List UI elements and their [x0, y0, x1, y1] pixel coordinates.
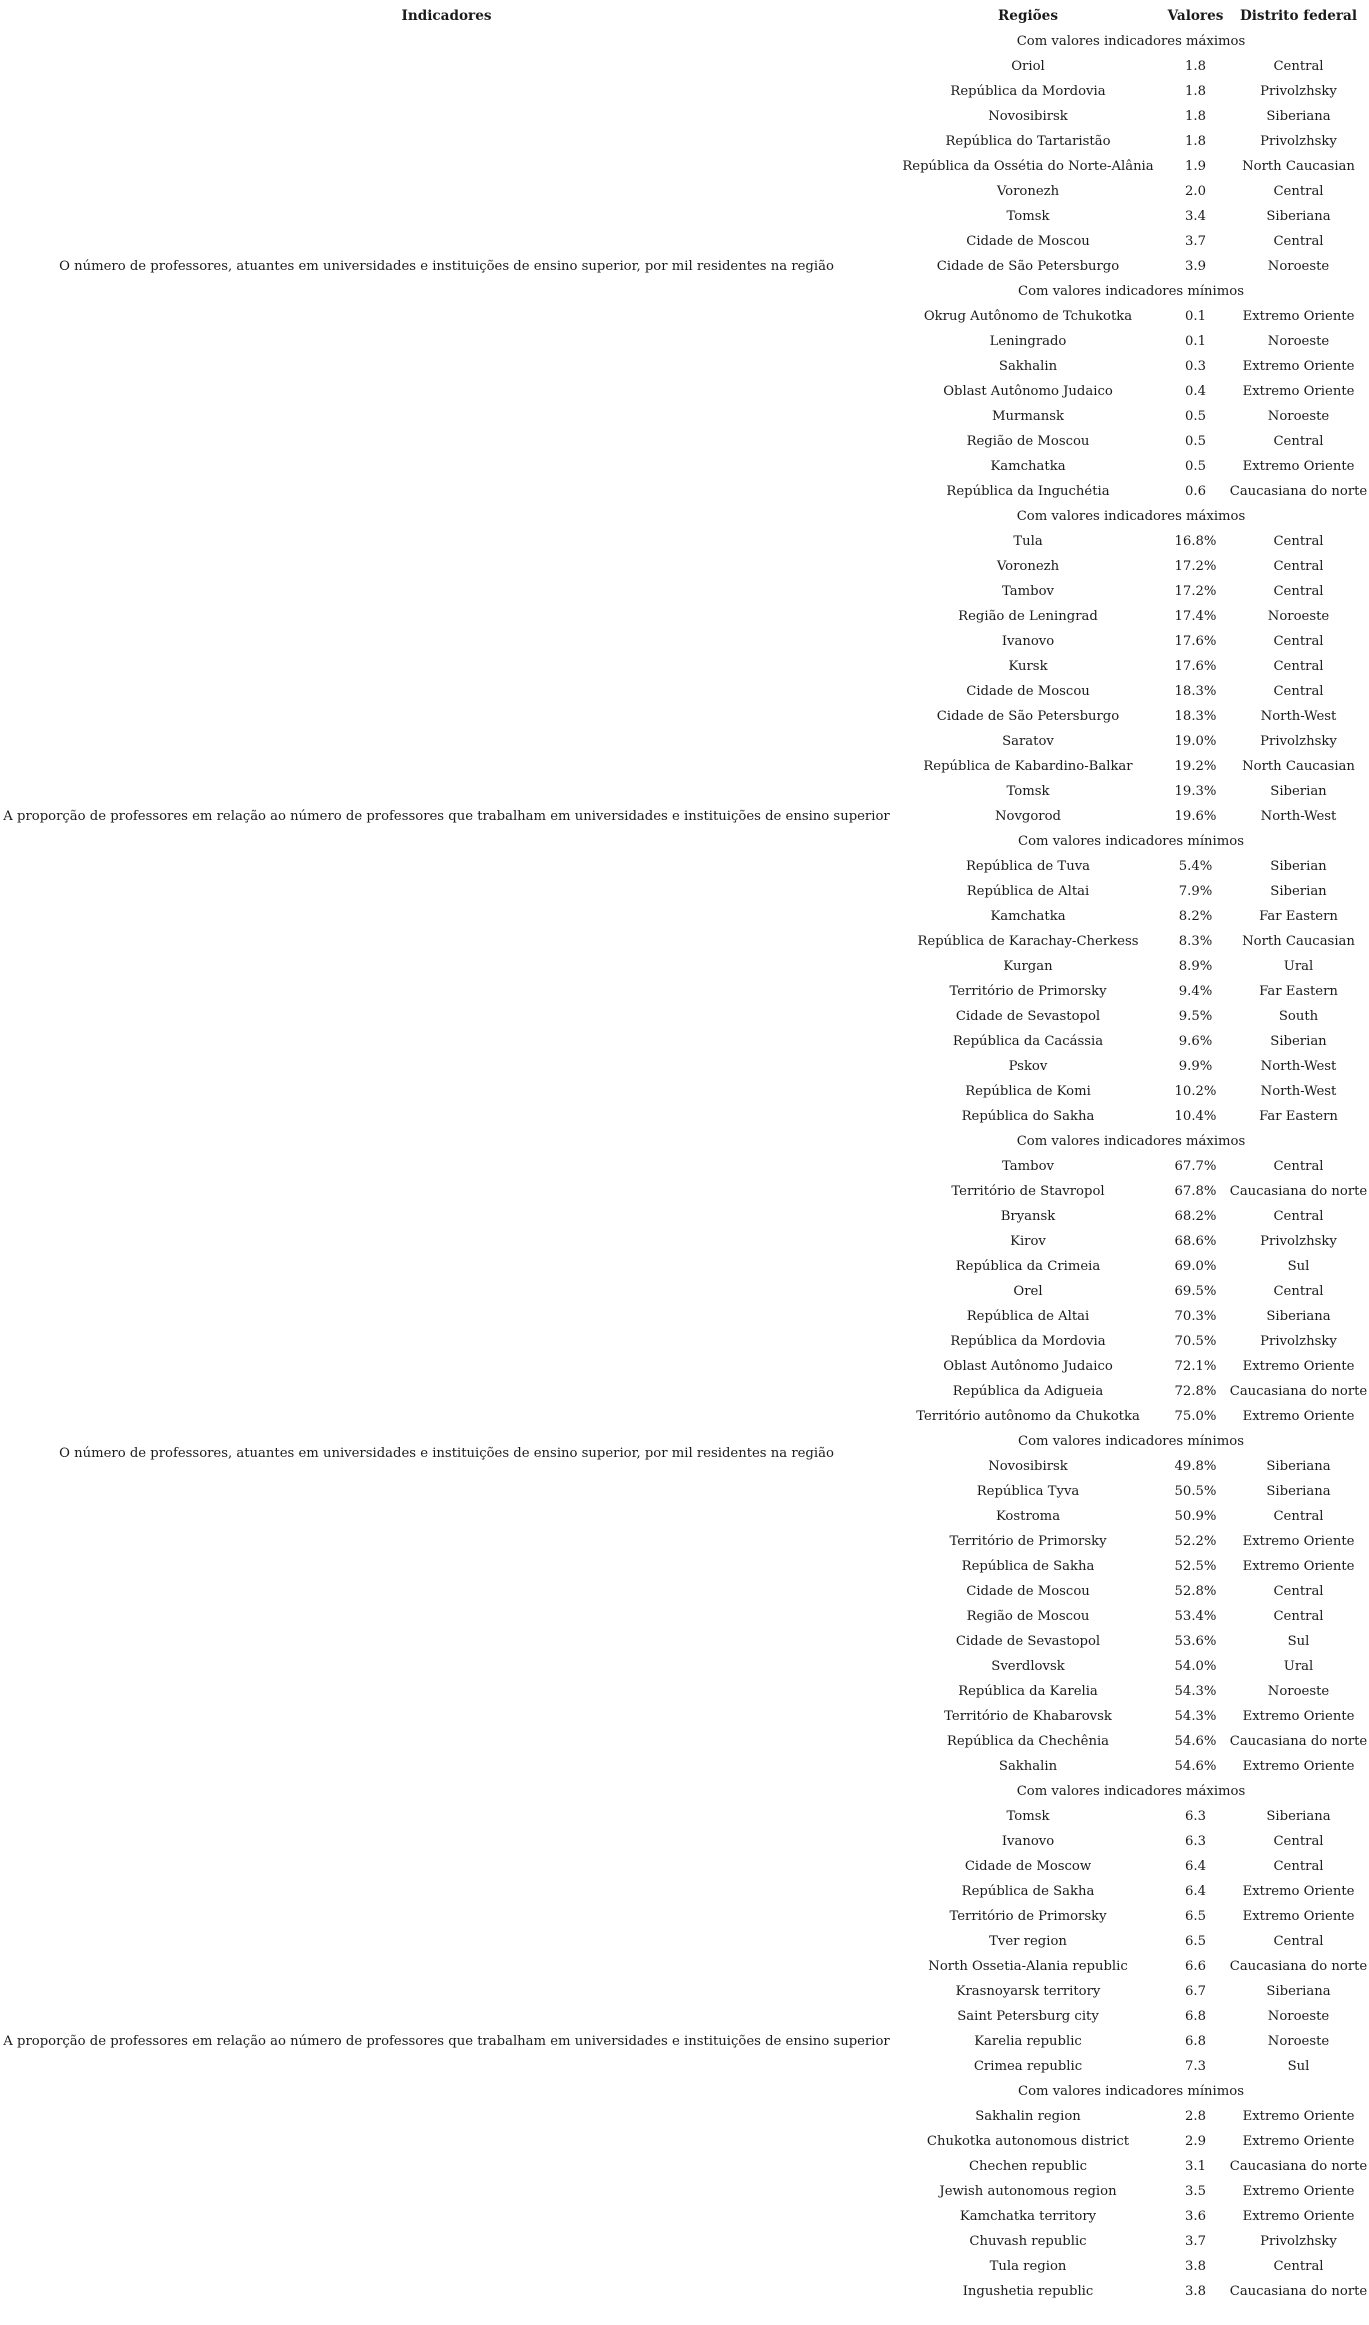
region-cell: Cidade de Moscou: [966, 684, 1090, 699]
value-cell: 18.3%: [1174, 684, 1217, 699]
value-cell: 9.6%: [1178, 1034, 1213, 1049]
district-cell: Central: [1273, 234, 1324, 249]
region-cell: República da Chechênia: [946, 1734, 1110, 1749]
district-cell: Privolzhsky: [1260, 1334, 1337, 1349]
value-cell: 75.0%: [1174, 1409, 1217, 1424]
header-row: [0, 4, 1369, 29]
district-cell: Extremo Oriente: [1242, 309, 1355, 324]
district-cell: Central: [1273, 684, 1324, 699]
header-regions: Regiões: [998, 8, 1058, 24]
district-cell: Central: [1273, 1609, 1324, 1624]
region-cell: Kostroma: [995, 1509, 1061, 1524]
region-cell: Região de Moscou: [966, 434, 1090, 449]
value-cell: 10.4%: [1174, 1109, 1217, 1124]
district-cell: Privolzhsky: [1260, 134, 1337, 149]
region-cell: Território de Stavropol: [951, 1184, 1105, 1199]
district-cell: Noroeste: [1267, 259, 1330, 274]
district-cell: Siberian: [1270, 784, 1327, 799]
value-cell: 72.1%: [1174, 1359, 1217, 1374]
region-cell: Sakhalin region: [975, 2109, 1081, 2124]
region-cell: Voronezh: [996, 559, 1060, 574]
region-cell: Leningrado: [989, 334, 1067, 349]
district-cell: Central: [1273, 1834, 1324, 1849]
value-cell: 3.7: [1185, 2234, 1206, 2249]
district-cell: Extremo Oriente: [1242, 1409, 1355, 1424]
district-cell: North Caucasian: [1242, 159, 1355, 174]
value-cell: 19.3%: [1174, 784, 1217, 799]
value-cell: 1.8: [1185, 84, 1206, 99]
district-cell: Extremo Oriente: [1242, 1709, 1355, 1724]
header-district: Distrito federal: [1239, 8, 1358, 24]
section-header-row: [0, 504, 1369, 529]
value-cell: 6.4: [1185, 1859, 1206, 1874]
district-cell: Far Eastern: [1259, 909, 1338, 924]
region-cell: Oriol: [1011, 59, 1045, 74]
region-cell: Kamchatka: [990, 909, 1066, 924]
district-cell: North-West: [1260, 809, 1337, 824]
section-header-row: [0, 1129, 1369, 1154]
value-cell: 6.8: [1185, 2009, 1206, 2024]
value-cell: 1.9: [1185, 159, 1206, 174]
value-cell: 1.8: [1185, 59, 1206, 74]
value-cell: 3.5: [1185, 2184, 1206, 2199]
region-cell: República de Karachay-Cherkess: [917, 934, 1139, 949]
value-cell: 2.8: [1185, 2109, 1206, 2124]
district-cell: Far Eastern: [1259, 1109, 1338, 1124]
region-cell: Krasnoyarsk territory: [955, 1984, 1101, 1999]
region-cell: Saratov: [1002, 734, 1054, 749]
region-cell: Região de Leningrad: [958, 609, 1098, 624]
value-cell: 54.0%: [1174, 1659, 1217, 1674]
value-cell: 6.3: [1185, 1834, 1206, 1849]
district-cell: Extremo Oriente: [1242, 1909, 1355, 1924]
value-cell: 6.5: [1185, 1934, 1206, 1949]
value-cell: 68.2%: [1174, 1209, 1217, 1224]
district-cell: Extremo Oriente: [1242, 1759, 1355, 1774]
value-cell: 3.6: [1185, 2209, 1206, 2224]
region-cell: República de Komi: [965, 1084, 1091, 1099]
value-cell: 53.6%: [1174, 1634, 1217, 1649]
value-cell: 54.3%: [1174, 1709, 1217, 1724]
section-label: Com valores indicadores máximos: [1016, 1134, 1246, 1149]
value-cell: 6.3: [1185, 1809, 1206, 1824]
region-cell: República de Altai: [966, 1309, 1090, 1324]
value-cell: 19.2%: [1174, 759, 1217, 774]
district-cell: Ural: [1283, 959, 1314, 974]
value-cell: 0.5: [1185, 409, 1206, 424]
value-cell: 1.8: [1185, 134, 1206, 149]
region-cell: Saint Petersburg city: [957, 2009, 1099, 2024]
value-cell: 69.5%: [1174, 1284, 1217, 1299]
value-cell: 70.5%: [1174, 1334, 1217, 1349]
region-cell: República da Adigueia: [952, 1384, 1104, 1399]
value-cell: 0.6: [1185, 484, 1206, 499]
district-cell: Caucasiana do norte: [1229, 1734, 1368, 1749]
region-cell: Cidade de Moscou: [966, 1584, 1090, 1599]
region-cell: Novosibirsk: [988, 1459, 1068, 1474]
value-cell: 17.4%: [1174, 609, 1217, 624]
region-cell: Sakhalin: [998, 359, 1058, 374]
section-header-row: [0, 29, 1369, 54]
region-cell: República da Mordovia: [950, 84, 1106, 99]
value-cell: 8.2%: [1178, 909, 1213, 924]
region-cell: República de Sakha: [961, 1559, 1095, 1574]
section-label: Com valores indicadores máximos: [1016, 509, 1246, 524]
district-cell: Siberiana: [1266, 1984, 1331, 1999]
district-cell: Central: [1273, 2259, 1324, 2274]
district-cell: Siberiana: [1266, 1459, 1331, 1474]
region-cell: República de Tuva: [965, 859, 1091, 874]
value-cell: 19.6%: [1174, 809, 1217, 824]
value-cell: 0.5: [1185, 459, 1206, 474]
district-cell: Siberiana: [1266, 1809, 1331, 1824]
district-cell: North-West: [1260, 1059, 1337, 1074]
value-cell: 6.7: [1185, 1984, 1206, 1999]
indicator-cell: O número de professores, atuantes em universidades e instituições de ensino superior, por mil residentes na região: [59, 1446, 834, 1461]
region-cell: Voronezh: [996, 184, 1060, 199]
district-cell: Central: [1273, 1209, 1324, 1224]
value-cell: 7.9%: [1178, 884, 1213, 899]
indicator-cell: O número de professores, atuantes em universidades e instituições de ensino superior, por mil residentes na região: [59, 258, 834, 274]
value-cell: 2.9: [1185, 2134, 1206, 2149]
value-cell: 7.3: [1185, 2059, 1206, 2074]
indicator-cell: A proporção de professores em relação ao número de professores que trabalham em universidades e instituições de ensino superior: [3, 2033, 890, 2049]
value-cell: 70.3%: [1174, 1309, 1217, 1324]
district-cell: North-West: [1260, 1084, 1337, 1099]
region-cell: Cidade de São Petersburgo: [936, 259, 1120, 274]
district-cell: Central: [1273, 434, 1324, 449]
district-cell: Caucasiana do norte: [1229, 1959, 1368, 1974]
value-cell: 17.6%: [1174, 634, 1217, 649]
district-cell: Siberiana: [1266, 1484, 1331, 1499]
district-cell: Noroeste: [1267, 609, 1330, 624]
section-label: Com valores indicadores mínimos: [1018, 1434, 1244, 1449]
region-cell: República da Crimeia: [955, 1259, 1101, 1274]
district-cell: Extremo Oriente: [1242, 2184, 1355, 2199]
district-cell: North-West: [1260, 709, 1337, 724]
region-cell: Okrug Autônomo de Tchukotka: [923, 309, 1133, 324]
district-cell: Extremo Oriente: [1242, 1359, 1355, 1374]
table-body: [0, 29, 1369, 2304]
district-cell: Siberiana: [1266, 1309, 1331, 1324]
value-cell: 17.2%: [1174, 559, 1217, 574]
district-cell: Central: [1273, 584, 1324, 599]
value-cell: 3.8: [1185, 2284, 1206, 2299]
value-cell: 3.9: [1185, 259, 1206, 274]
value-cell: 5.4%: [1178, 859, 1213, 874]
value-cell: 6.4: [1185, 1884, 1206, 1899]
region-cell: Tula region: [989, 2259, 1067, 2274]
district-cell: Central: [1273, 534, 1324, 549]
district-cell: Extremo Oriente: [1242, 2209, 1355, 2224]
district-cell: Central: [1273, 1159, 1324, 1174]
district-cell: South: [1278, 1009, 1319, 1024]
region-cell: Kurgan: [1003, 959, 1053, 974]
value-cell: 9.4%: [1178, 984, 1213, 999]
region-cell: República de Sakha: [961, 1884, 1095, 1899]
district-cell: Privolzhsky: [1260, 1234, 1337, 1249]
district-cell: Extremo Oriente: [1242, 359, 1355, 374]
district-cell: Noroeste: [1267, 2009, 1330, 2024]
district-cell: Extremo Oriente: [1242, 2134, 1355, 2149]
district-cell: Siberian: [1270, 884, 1327, 899]
district-cell: Sul: [1287, 1259, 1310, 1274]
indicator-cell: A proporção de professores em relação ao número de professores que trabalham em universidades e instituições de ensino superior: [3, 808, 890, 824]
region-cell: Região de Moscou: [966, 1609, 1090, 1624]
value-cell: 52.5%: [1174, 1559, 1217, 1574]
region-cell: Território autônomo da Chukotka: [916, 1409, 1140, 1424]
region-cell: Tambov: [1002, 584, 1054, 599]
header-indicators: Indicadores: [401, 8, 492, 24]
value-cell: 0.3: [1185, 359, 1206, 374]
section-label: Com valores indicadores máximos: [1016, 1784, 1246, 1799]
indicators-table-container: [0, 4, 1369, 2304]
district-cell: Extremo Oriente: [1242, 1534, 1355, 1549]
value-cell: 67.7%: [1174, 1159, 1217, 1174]
value-cell: 3.1: [1185, 2159, 1206, 2174]
value-cell: 3.8: [1185, 2259, 1206, 2274]
region-cell: Kirov: [1010, 1234, 1046, 1249]
value-cell: 17.6%: [1174, 659, 1217, 674]
region-cell: Tomsk: [1006, 1809, 1050, 1824]
value-cell: 50.9%: [1174, 1509, 1217, 1524]
district-cell: Privolzhsky: [1260, 84, 1337, 99]
district-cell: Extremo Oriente: [1242, 459, 1355, 474]
district-cell: Siberian: [1270, 859, 1327, 874]
region-cell: Oblast Autônomo Judaico: [943, 1359, 1113, 1374]
value-cell: 6.6: [1185, 1959, 1206, 1974]
value-cell: 69.0%: [1174, 1259, 1217, 1274]
district-cell: Siberiana: [1266, 209, 1331, 224]
value-cell: 10.2%: [1174, 1084, 1217, 1099]
region-cell: Novosibirsk: [988, 109, 1068, 124]
region-cell: República da Ossétia do Norte-Alânia: [902, 159, 1154, 174]
region-cell: Murmansk: [992, 409, 1064, 424]
district-cell: Central: [1273, 1284, 1324, 1299]
district-cell: Caucasiana do norte: [1229, 1184, 1368, 1199]
region-cell: Cidade de São Petersburgo: [936, 709, 1120, 724]
region-cell: República da Karelia: [958, 1684, 1098, 1699]
region-cell: Ivanovo: [1001, 1834, 1055, 1849]
region-cell: Crimea republic: [973, 2059, 1083, 2074]
value-cell: 54.6%: [1174, 1734, 1217, 1749]
district-cell: Central: [1273, 559, 1324, 574]
region-cell: Chechen republic: [968, 2159, 1088, 2174]
district-cell: Sul: [1287, 1634, 1310, 1649]
region-cell: República da Cacássia: [952, 1034, 1104, 1049]
district-cell: Central: [1273, 1859, 1324, 1874]
value-cell: 0.1: [1185, 309, 1206, 324]
value-cell: 53.4%: [1174, 1609, 1217, 1624]
region-cell: República de Kabardino-Balkar: [923, 759, 1133, 774]
region-cell: Cidade de Moscow: [964, 1859, 1092, 1874]
region-cell: Tambov: [1002, 1159, 1054, 1174]
region-cell: Cidade de Sevastopol: [955, 1634, 1101, 1649]
region-cell: República de Altai: [966, 884, 1090, 899]
section-label: Com valores indicadores mínimos: [1018, 2084, 1244, 2099]
value-cell: 0.4: [1185, 384, 1206, 399]
value-cell: 52.8%: [1174, 1584, 1217, 1599]
section-header-row: [0, 1779, 1369, 1804]
district-cell: Caucasiana do norte: [1229, 2159, 1368, 2174]
value-cell: 3.7: [1185, 234, 1206, 249]
region-cell: Ivanovo: [1001, 634, 1055, 649]
value-cell: 68.6%: [1174, 1234, 1217, 1249]
region-cell: Chukotka autonomous district: [926, 2134, 1130, 2149]
region-cell: Sverdlovsk: [991, 1659, 1065, 1674]
region-cell: Karelia republic: [974, 2034, 1082, 2049]
district-cell: Noroeste: [1267, 1684, 1330, 1699]
region-cell: Tomsk: [1006, 784, 1050, 799]
district-cell: Extremo Oriente: [1242, 2109, 1355, 2124]
district-cell: Central: [1273, 1584, 1324, 1599]
district-cell: Far Eastern: [1259, 984, 1338, 999]
section-label: Com valores indicadores máximos: [1016, 34, 1246, 49]
value-cell: 6.5: [1185, 1909, 1206, 1924]
value-cell: 0.5: [1185, 434, 1206, 449]
value-cell: 54.3%: [1174, 1684, 1217, 1699]
district-cell: Extremo Oriente: [1242, 384, 1355, 399]
section-label: Com valores indicadores mínimos: [1018, 834, 1244, 849]
region-cell: Ingushetia republic: [962, 2284, 1094, 2299]
region-cell: Território de Primorsky: [949, 984, 1107, 999]
district-cell: Siberiana: [1266, 109, 1331, 124]
value-cell: 9.5%: [1178, 1009, 1213, 1024]
value-cell: 3.4: [1185, 209, 1206, 224]
region-cell: Bryansk: [1000, 1209, 1056, 1224]
region-cell: República Tyva: [976, 1484, 1080, 1499]
region-cell: Território de Primorsky: [949, 1534, 1107, 1549]
region-cell: Orel: [1013, 1284, 1043, 1299]
district-cell: Ural: [1283, 1659, 1314, 1674]
district-cell: Extremo Oriente: [1242, 1559, 1355, 1574]
region-cell: Tver region: [989, 1934, 1067, 1949]
header-values: Valores: [1167, 8, 1224, 24]
district-cell: Privolzhsky: [1260, 2234, 1337, 2249]
value-cell: 72.8%: [1174, 1384, 1217, 1399]
value-cell: 0.1: [1185, 334, 1206, 349]
district-cell: North Caucasian: [1242, 759, 1355, 774]
section-label: Com valores indicadores mínimos: [1018, 284, 1244, 299]
value-cell: 16.8%: [1174, 534, 1217, 549]
region-cell: República da Mordovia: [950, 1334, 1106, 1349]
district-cell: Central: [1273, 634, 1324, 649]
region-cell: Kamchatka: [990, 459, 1066, 474]
district-cell: Noroeste: [1267, 334, 1330, 349]
value-cell: 2.0: [1185, 184, 1206, 199]
region-cell: Cidade de Sevastopol: [955, 1009, 1101, 1024]
region-cell: Oblast Autônomo Judaico: [943, 384, 1113, 399]
region-cell: República da Inguchétia: [946, 484, 1110, 499]
value-cell: 52.2%: [1174, 1534, 1217, 1549]
indicators-table: [0, 4, 1369, 2304]
district-cell: Central: [1273, 1934, 1324, 1949]
district-cell: Noroeste: [1267, 409, 1330, 424]
region-cell: República do Sakha: [961, 1109, 1095, 1124]
value-cell: 8.9%: [1178, 959, 1213, 974]
district-cell: Central: [1273, 1509, 1324, 1524]
region-cell: Kamchatka territory: [959, 2209, 1097, 2224]
district-cell: Extremo Oriente: [1242, 1884, 1355, 1899]
value-cell: 19.0%: [1174, 734, 1217, 749]
region-cell: Jewish autonomous region: [939, 2184, 1117, 2199]
value-cell: 1.8: [1185, 109, 1206, 124]
region-cell: República do Tartaristão: [945, 134, 1111, 149]
region-cell: Cidade de Moscou: [966, 234, 1090, 249]
district-cell: Caucasiana do norte: [1229, 484, 1368, 499]
district-cell: Central: [1273, 59, 1324, 74]
value-cell: 54.6%: [1174, 1759, 1217, 1774]
value-cell: 67.8%: [1174, 1184, 1217, 1199]
district-cell: Siberian: [1270, 1034, 1327, 1049]
value-cell: 6.8: [1185, 2034, 1206, 2049]
district-cell: Sul: [1287, 2059, 1310, 2074]
district-cell: Central: [1273, 659, 1324, 674]
value-cell: 8.3%: [1178, 934, 1213, 949]
region-cell: Tomsk: [1006, 209, 1050, 224]
region-cell: Território de Khabarovsk: [944, 1709, 1112, 1724]
region-cell: North Ossetia-Alania republic: [928, 1959, 1128, 1974]
region-cell: Novgorod: [995, 809, 1061, 824]
district-cell: Caucasiana do norte: [1229, 2284, 1368, 2299]
region-cell: Pskov: [1008, 1059, 1048, 1074]
value-cell: 17.2%: [1174, 584, 1217, 599]
district-cell: Central: [1273, 184, 1324, 199]
region-cell: Kursk: [1008, 659, 1048, 674]
district-cell: Privolzhsky: [1260, 734, 1337, 749]
region-cell: Chuvash republic: [969, 2234, 1087, 2249]
district-cell: Noroeste: [1267, 2034, 1330, 2049]
district-cell: North Caucasian: [1242, 934, 1355, 949]
value-cell: 18.3%: [1174, 709, 1217, 724]
district-cell: Caucasiana do norte: [1229, 1384, 1368, 1399]
region-cell: Sakhalin: [998, 1759, 1058, 1774]
region-cell: Território de Primorsky: [949, 1909, 1107, 1924]
value-cell: 50.5%: [1174, 1484, 1217, 1499]
region-cell: Tula: [1013, 534, 1043, 549]
value-cell: 9.9%: [1178, 1059, 1213, 1074]
value-cell: 49.8%: [1174, 1459, 1217, 1474]
